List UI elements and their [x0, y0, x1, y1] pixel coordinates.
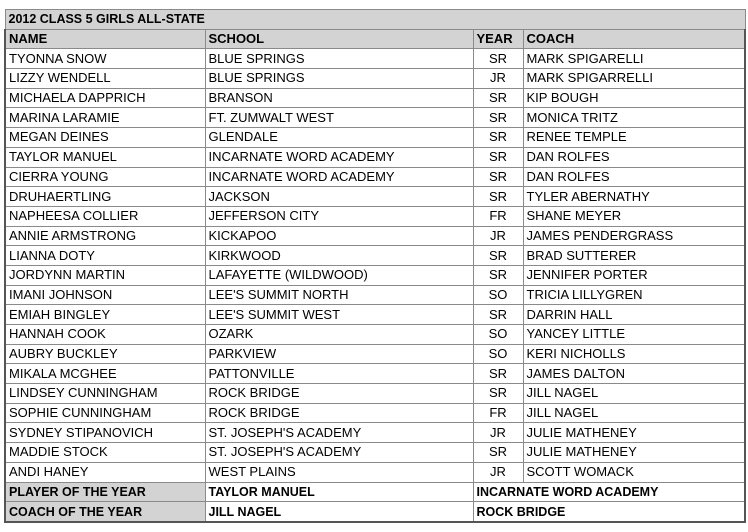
- coach-cell: KIP BOUGH: [523, 88, 745, 108]
- school-cell: JACKSON: [205, 187, 473, 207]
- table-row: [5, 147, 745, 167]
- year-cell: FR: [473, 403, 523, 423]
- table-row: [5, 443, 745, 463]
- coach-cell: DAN ROLFES: [523, 167, 745, 187]
- coach-cell: JULIE MATHENEY: [523, 443, 745, 463]
- table-row: [5, 108, 745, 128]
- coach-cell: YANCEY LITTLE: [523, 325, 745, 345]
- year-cell: SR: [473, 128, 523, 148]
- year-cell: JR: [473, 226, 523, 246]
- column-header-year: YEAR: [473, 29, 523, 49]
- coach-cell: BRAD SUTTERER: [523, 246, 745, 266]
- title-row: [5, 10, 745, 30]
- player-name-cell: MICHAELA DAPPRICH: [5, 88, 205, 108]
- table-row: [5, 206, 745, 226]
- table-row: [5, 364, 745, 384]
- year-cell: SR: [473, 187, 523, 207]
- year-cell: SR: [473, 167, 523, 187]
- player-name-cell: IMANI JOHNSON: [5, 285, 205, 305]
- year-cell: SR: [473, 88, 523, 108]
- year-cell: SR: [473, 147, 523, 167]
- table-row: [5, 49, 745, 69]
- player-name-cell: DRUHAERTLING: [5, 187, 205, 207]
- table-row: [5, 285, 745, 305]
- award-winner-name: TAYLOR MANUEL: [205, 482, 473, 502]
- coach-cell: JULIE MATHENEY: [523, 423, 745, 443]
- year-cell: SO: [473, 325, 523, 345]
- school-cell: ST. JOSEPH'S ACADEMY: [205, 443, 473, 463]
- coach-cell: JILL NAGEL: [523, 384, 745, 404]
- school-cell: INCARNATE WORD ACADEMY: [205, 147, 473, 167]
- player-name-cell: HANNAH COOK: [5, 325, 205, 345]
- table-row: [5, 187, 745, 207]
- table-row: [5, 69, 745, 89]
- award-winner-school: INCARNATE WORD ACADEMY: [473, 482, 745, 502]
- year-cell: SR: [473, 364, 523, 384]
- school-cell: BRANSON: [205, 88, 473, 108]
- table-row: [5, 88, 745, 108]
- coach-cell: RENEE TEMPLE: [523, 128, 745, 148]
- school-cell: LAFAYETTE (WILDWOOD): [205, 265, 473, 285]
- award-label: COACH OF THE YEAR: [5, 502, 205, 522]
- table-row: [5, 265, 745, 285]
- coach-cell: JAMES PENDERGRASS: [523, 226, 745, 246]
- table-row: [5, 403, 745, 423]
- award-row: [5, 502, 745, 522]
- table-row: [5, 128, 745, 148]
- player-name-cell: SOPHIE CUNNINGHAM: [5, 403, 205, 423]
- school-cell: ROCK BRIDGE: [205, 403, 473, 423]
- school-cell: LEE'S SUMMIT WEST: [205, 305, 473, 325]
- coach-cell: SHANE MEYER: [523, 206, 745, 226]
- award-label: PLAYER OF THE YEAR: [5, 482, 205, 502]
- coach-cell: MARK SPIGARELLI: [523, 49, 745, 69]
- school-cell: KIRKWOOD: [205, 246, 473, 266]
- player-name-cell: ANDI HANEY: [5, 462, 205, 482]
- player-name-cell: MEGAN DEINES: [5, 128, 205, 148]
- coach-cell: TYLER ABERNATHY: [523, 187, 745, 207]
- coach-cell: TRICIA LILLYGREN: [523, 285, 745, 305]
- player-name-cell: MIKALA MCGHEE: [5, 364, 205, 384]
- school-cell: PARKVIEW: [205, 344, 473, 364]
- year-cell: JR: [473, 69, 523, 89]
- year-cell: SR: [473, 305, 523, 325]
- player-name-cell: AUBRY BUCKLEY: [5, 344, 205, 364]
- year-cell: SR: [473, 49, 523, 69]
- school-cell: LEE'S SUMMIT NORTH: [205, 285, 473, 305]
- player-name-cell: LIANNA DOTY: [5, 246, 205, 266]
- player-name-cell: NAPHEESA COLLIER: [5, 206, 205, 226]
- player-name-cell: LINDSEY CUNNINGHAM: [5, 384, 205, 404]
- school-cell: ROCK BRIDGE: [205, 384, 473, 404]
- column-header-coach: COACH: [523, 29, 745, 49]
- player-name-cell: TYONNA SNOW: [5, 49, 205, 69]
- school-cell: INCARNATE WORD ACADEMY: [205, 167, 473, 187]
- award-winner-school: ROCK BRIDGE: [473, 502, 745, 522]
- table-row: [5, 462, 745, 482]
- player-name-cell: LIZZY WENDELL: [5, 69, 205, 89]
- table-row: [5, 423, 745, 443]
- school-cell: WEST PLAINS: [205, 462, 473, 482]
- school-cell: JEFFERSON CITY: [205, 206, 473, 226]
- year-cell: SR: [473, 265, 523, 285]
- school-cell: OZARK: [205, 325, 473, 345]
- player-name-cell: EMIAH BINGLEY: [5, 305, 205, 325]
- player-name-cell: JORDYNN MARTIN: [5, 265, 205, 285]
- player-name-cell: MARINA LARAMIE: [5, 108, 205, 128]
- player-name-cell: CIERRA YOUNG: [5, 167, 205, 187]
- player-name-cell: MADDIE STOCK: [5, 443, 205, 463]
- column-header-name: NAME: [5, 29, 205, 49]
- school-cell: GLENDALE: [205, 128, 473, 148]
- coach-cell: DAN ROLFES: [523, 147, 745, 167]
- coach-cell: KERI NICHOLLS: [523, 344, 745, 364]
- table-row: [5, 246, 745, 266]
- coach-cell: SCOTT WOMACK: [523, 462, 745, 482]
- year-cell: JR: [473, 462, 523, 482]
- header-row: [5, 29, 745, 49]
- school-cell: KICKAPOO: [205, 226, 473, 246]
- year-cell: SO: [473, 344, 523, 364]
- year-cell: SO: [473, 285, 523, 305]
- school-cell: ST. JOSEPH'S ACADEMY: [205, 423, 473, 443]
- coach-cell: DARRIN HALL: [523, 305, 745, 325]
- table-row: [5, 344, 745, 364]
- all-state-table: [4, 9, 746, 523]
- year-cell: SR: [473, 108, 523, 128]
- award-winner-name: JILL NAGEL: [205, 502, 473, 522]
- school-cell: PATTONVILLE: [205, 364, 473, 384]
- coach-cell: JENNIFER PORTER: [523, 265, 745, 285]
- table-row: [5, 325, 745, 345]
- player-name-cell: ANNIE ARMSTRONG: [5, 226, 205, 246]
- school-cell: BLUE SPRINGS: [205, 49, 473, 69]
- year-cell: SR: [473, 384, 523, 404]
- school-cell: BLUE SPRINGS: [205, 69, 473, 89]
- table-row: [5, 305, 745, 325]
- year-cell: JR: [473, 423, 523, 443]
- table-row: [5, 226, 745, 246]
- table-title: 2012 CLASS 5 GIRLS ALL-STATE: [5, 10, 745, 30]
- year-cell: SR: [473, 246, 523, 266]
- coach-cell: MARK SPIGARRELLI: [523, 69, 745, 89]
- coach-cell: JILL NAGEL: [523, 403, 745, 423]
- column-header-school: SCHOOL: [205, 29, 473, 49]
- school-cell: FT. ZUMWALT WEST: [205, 108, 473, 128]
- coach-cell: MONICA TRITZ: [523, 108, 745, 128]
- table-row: [5, 384, 745, 404]
- coach-cell: JAMES DALTON: [523, 364, 745, 384]
- player-name-cell: TAYLOR MANUEL: [5, 147, 205, 167]
- player-name-cell: SYDNEY STIPANOVICH: [5, 423, 205, 443]
- award-row: [5, 482, 745, 502]
- year-cell: SR: [473, 443, 523, 463]
- year-cell: FR: [473, 206, 523, 226]
- table-row: [5, 167, 745, 187]
